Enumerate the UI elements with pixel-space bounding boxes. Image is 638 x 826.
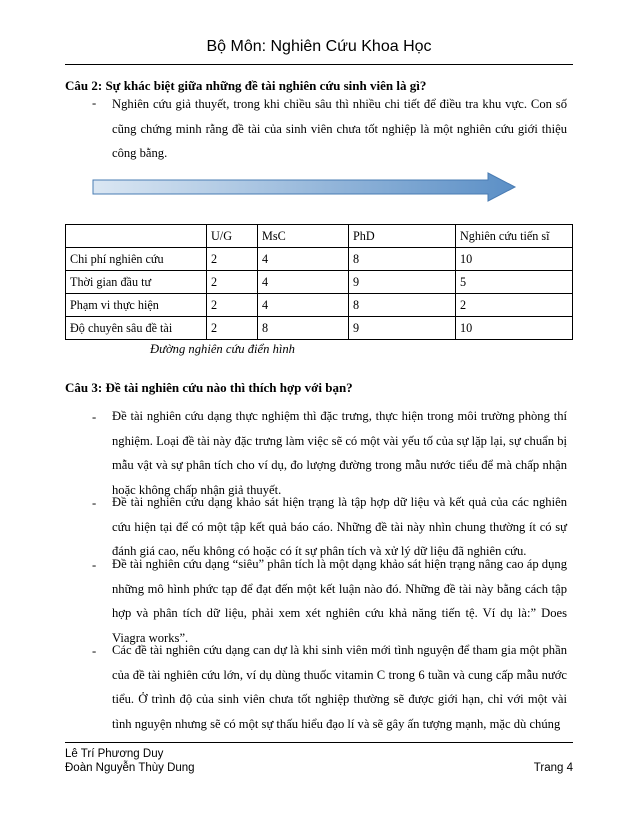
bullet-dash: - — [92, 96, 97, 110]
q3-item-1: Đề tài nghiên cứu dạng thực nghiệm thì đặc trưng, thực hiện trong môi trường phòng thí nghiệm. Loại đề tài này đặc trưng làm việc sẽ có một vài yếu tố của sự lặp lại, sự chuẩn bị mẫu vật và sự phân tích cho ví dụ, đo lượng đường trong mẫu nước tiểu để mà chấp nhận hoặc không chấp nhận giả thuyết. — [112, 409, 567, 497]
page-header-title: Bộ Môn: Nghiên Cứu Khoa Học — [206, 38, 432, 55]
table-cell: 8 — [258, 317, 349, 340]
table-cell: 10 — [456, 248, 573, 271]
bullet-dash: - — [92, 410, 97, 424]
table-cell: 4 — [258, 248, 349, 271]
table-cell: 8 — [349, 294, 456, 317]
table-cell: Chi phí nghiên cứu — [66, 248, 207, 271]
table-row — [66, 294, 573, 317]
table-cell: 10 — [456, 317, 573, 340]
table-cell: 2 — [207, 294, 258, 317]
footer-page-number: Trang 4 — [533, 762, 573, 774]
arrow-graphic — [92, 172, 517, 202]
research-comparison-table — [65, 224, 573, 340]
table-cell: 2 — [207, 248, 258, 271]
table-cell: 5 — [456, 271, 573, 294]
bullet-dash: - — [92, 644, 97, 658]
table-cell: 2 — [207, 317, 258, 340]
table-cell: 9 — [349, 271, 456, 294]
table-header-row — [66, 225, 573, 248]
table-row — [66, 248, 573, 271]
header-rule — [65, 64, 573, 65]
table-row — [66, 317, 573, 340]
table-caption: Đường nghiên cứu điển hình — [150, 342, 295, 356]
q3-heading: Câu 3: Đề tài nghiên cứu nào thì thích hợp với bạn? — [65, 380, 353, 395]
table-header-cell: PhD — [349, 225, 456, 248]
table-cell: Thời gian đầu tư — [66, 271, 207, 294]
bullet-dash: - — [92, 558, 97, 572]
table-cell: 4 — [258, 271, 349, 294]
table-cell: 2 — [456, 294, 573, 317]
footer-author-2: Đoàn Nguyễn Thùy Dung — [65, 762, 195, 774]
table-cell: Độ chuyên sâu đề tài — [66, 317, 207, 340]
footer-rule — [65, 742, 573, 743]
table-cell: 2 — [207, 271, 258, 294]
q2-heading: Câu 2: Sự khác biệt giữa những đề tài nghiên cứu sinh viên là gì? — [65, 78, 427, 93]
table-header-cell: U/G — [207, 225, 258, 248]
table-cell: Phạm vi thực hiện — [66, 294, 207, 317]
table-row — [66, 271, 573, 294]
table-cell: 4 — [258, 294, 349, 317]
table-cell: 8 — [349, 248, 456, 271]
q3-item-4: Các đề tài nghiên cứu dạng can dự là khi sinh viên mới tình nguyện để tham gia một phần của đề tài nghiên cứu lớn, ví dụ dùng thuốc vitamin C trong 6 tuần và cung cấp mẫu nước tiểu. Ở trình độ của sinh viên chưa tốt nghiệp thường sẽ được giới hạn, chỉ với một vài tình nguyện nhưng sẽ có một sự thấu hiểu đạo lí và sẽ gây ấn tượng mạnh, mặc dù chúng — [112, 643, 567, 731]
q3-item-2: Đề tài nghiên cứu dạng khảo sát hiện trạng là tập hợp dữ liệu và kết quả của các nghiên cứu hiện tại để có một tập kết quả báo cáo. Những đề tài này nhìn chung thường ít có sự đánh giá cao, nếu không có hoặc có ít sự phân tích và xử lý dữ liệu đã nghiên cứu. — [112, 495, 567, 558]
table-header-cell: MsC — [258, 225, 349, 248]
table-header-cell — [66, 225, 207, 248]
q2-paragraph: Nghiên cứu giả thuyết, trong khi chiều sâu thì nhiều chi tiết để điều tra khu vực. Con số cũng chứng minh rằng đề tài của sinh viên chưa tốt nghiệp là một nghiên cứu giới thiệu công bằng. — [112, 97, 567, 160]
q3-item-3: Đề tài nghiên cứu dạng “siêu” phân tích là một dạng khảo sát hiện trạng nâng cao áp dụng những mô hình phức tạp để đạt đến một kết luận nào đó. Những đề tài này bằng cách tập hợp và phân tích dữ liệu, phải xem xét nghiên cứu khả năng tiến tệ. Ví dụ là:” Does Viagra works”. — [112, 557, 567, 645]
table-header-cell: Nghiên cứu tiến sĩ — [456, 225, 573, 248]
bullet-dash: - — [92, 496, 97, 510]
table-cell: 9 — [349, 317, 456, 340]
footer-author-1: Lê Trí Phương Duy — [65, 748, 164, 760]
